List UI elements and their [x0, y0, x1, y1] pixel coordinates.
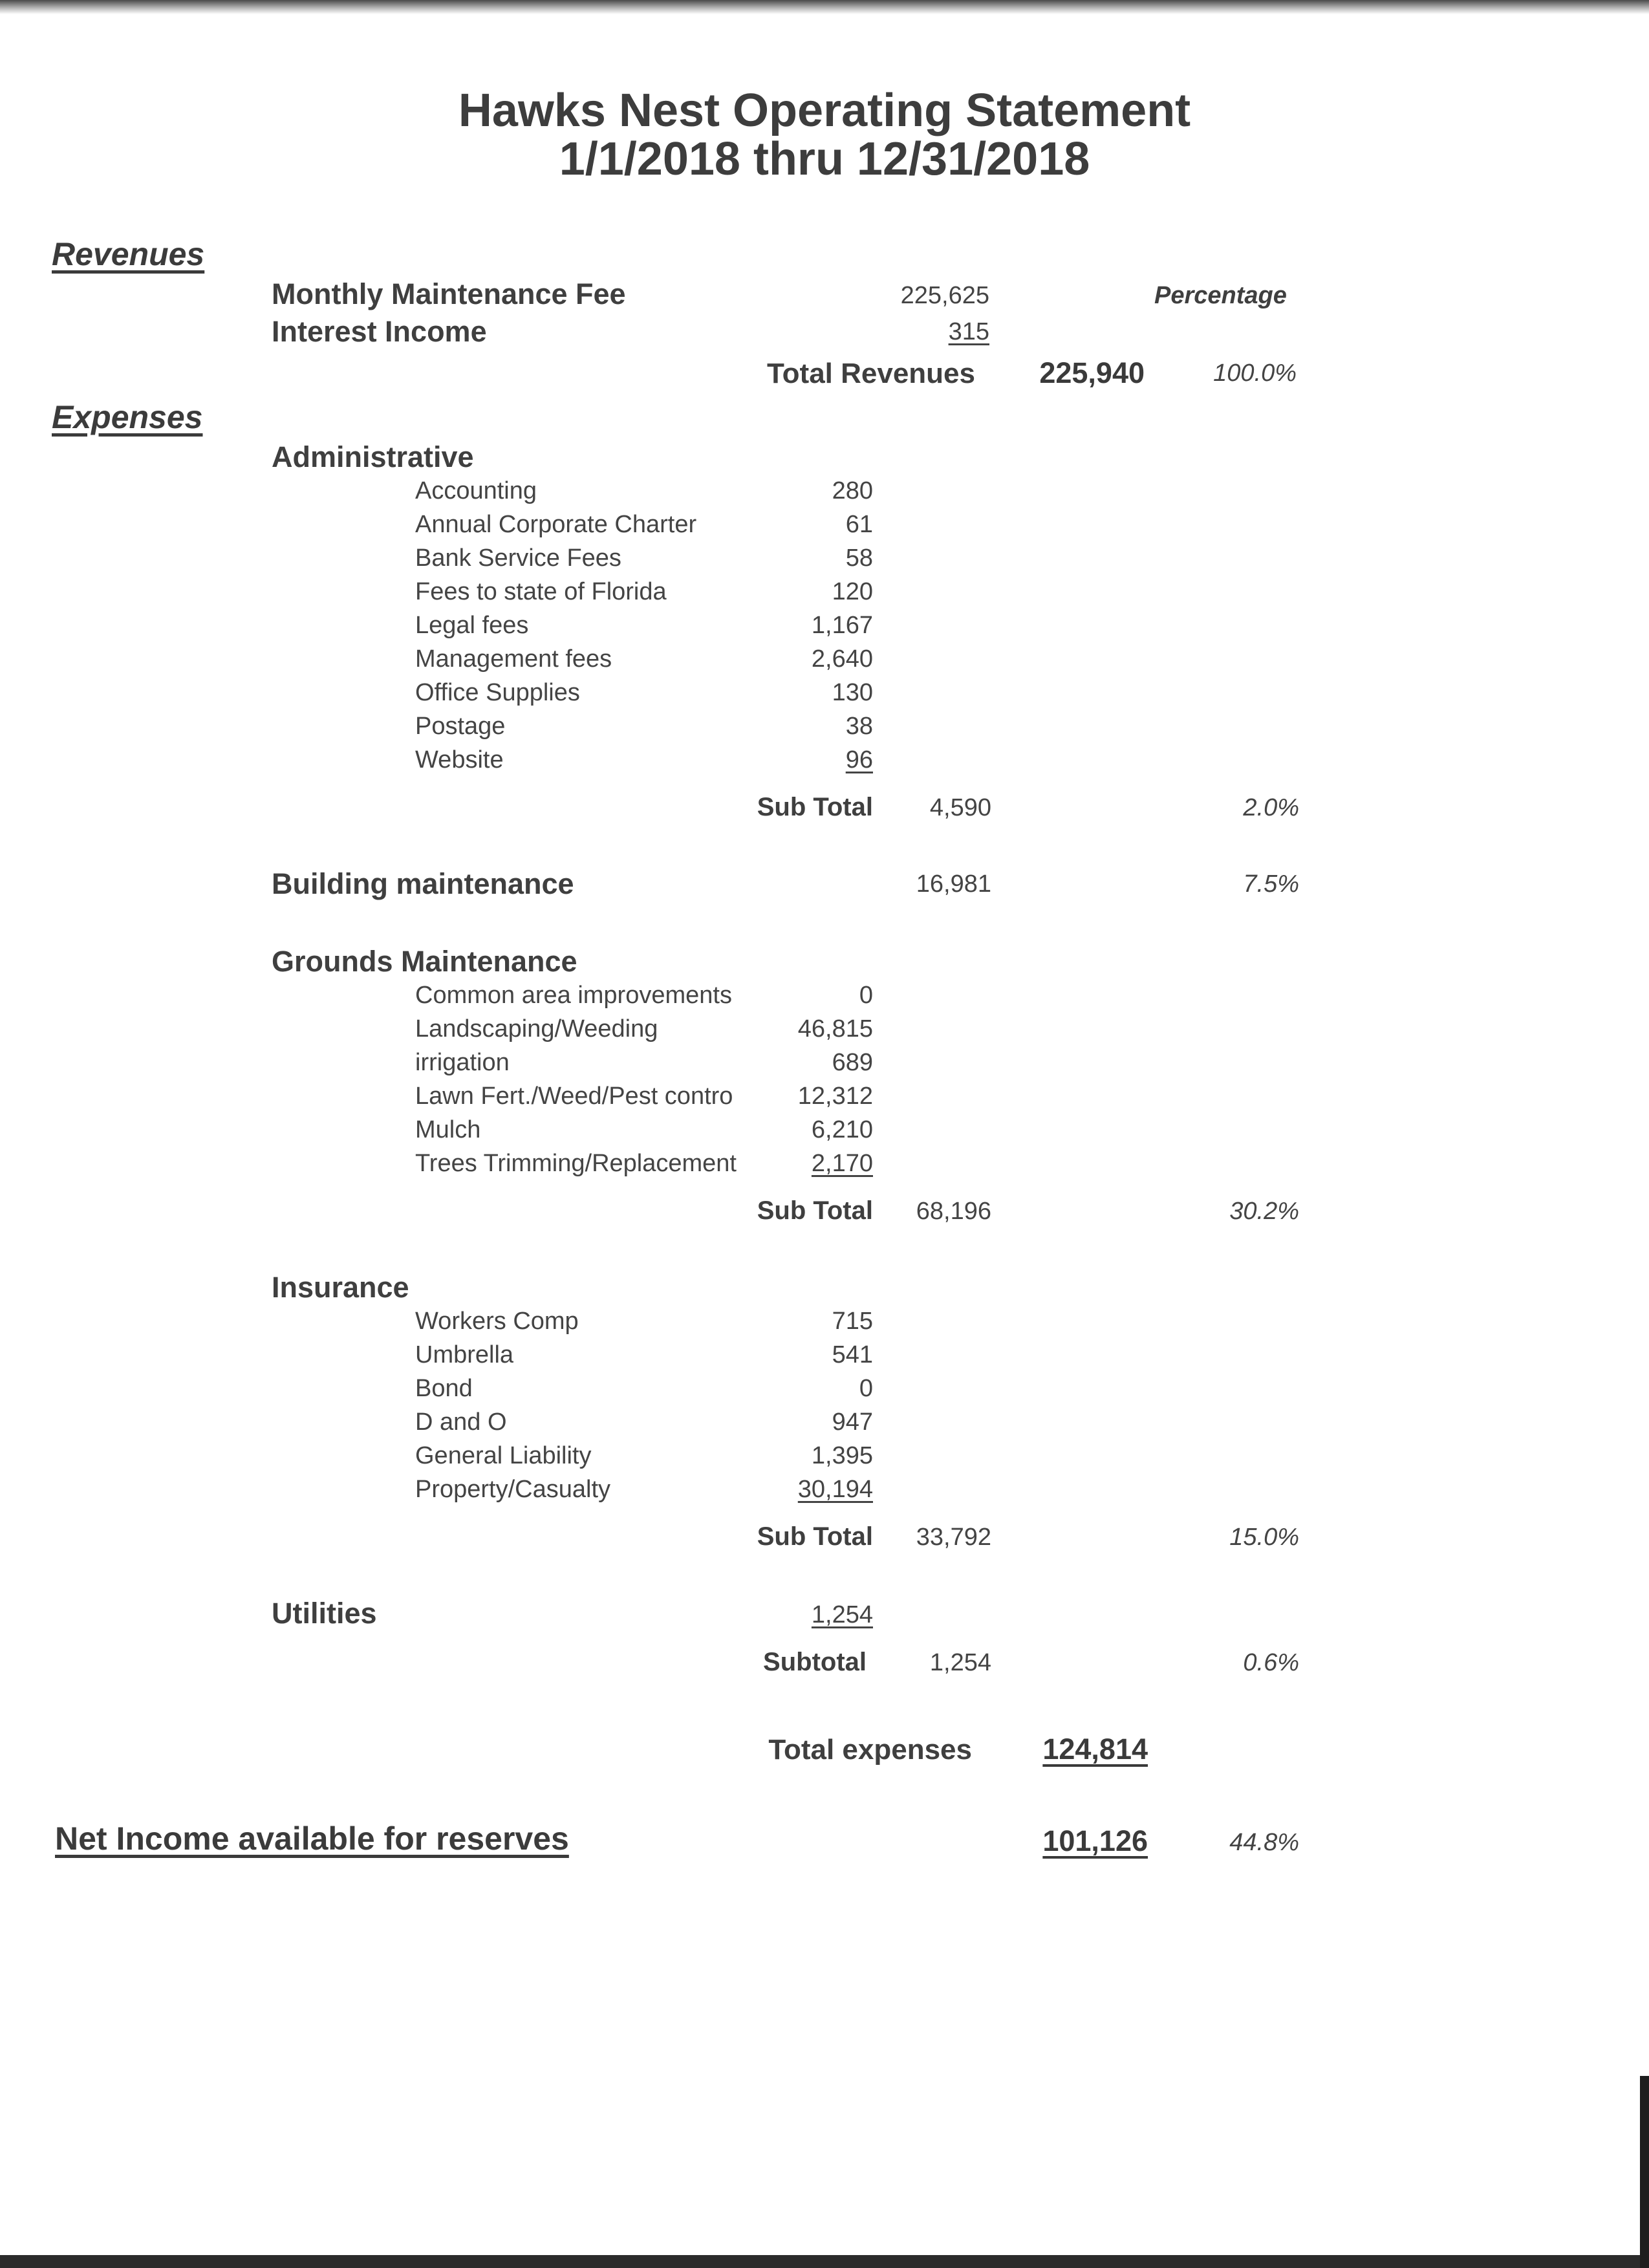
expense-item-value: 947 — [832, 1409, 873, 1436]
net-income-label: Net Income available for reserves — [55, 1820, 569, 1857]
subtotal-value: 1,254 — [929, 1649, 991, 1676]
revenue-item-value: 225,625 — [900, 282, 989, 309]
expense-item-value: 61 — [845, 511, 873, 538]
expense-item-label: Website — [415, 746, 504, 773]
utilities-value: 1,254 — [811, 1601, 873, 1628]
expense-item-value: 46,815 — [797, 1015, 873, 1042]
expense-item-label: Trees Trimming/Replacement — [415, 1150, 737, 1177]
total-revenues-label: Total Revenues — [767, 358, 975, 389]
subtotal-label: Sub Total — [757, 1196, 873, 1225]
expense-item-value: 30,194 — [797, 1476, 873, 1503]
expense-item-value: 58 — [845, 545, 873, 572]
expense-item-label: Postage — [415, 713, 506, 740]
subtotal-value: 68,196 — [916, 1198, 991, 1225]
expense-item-label: Lawn Fert./Weed/Pest contro — [415, 1083, 733, 1110]
statement-title: Hawks Nest Operating Statement — [458, 85, 1191, 136]
expense-item-label: Fees to state of Florida — [415, 578, 667, 605]
expense-item-value: 1,167 — [811, 612, 873, 639]
group-grounds-maintenance: Grounds Maintenance — [272, 945, 577, 978]
building-maintenance-value: 16,981 — [916, 870, 991, 898]
expense-item-value: 2,170 — [811, 1150, 873, 1177]
expense-item-value: 689 — [832, 1049, 873, 1076]
expense-item-value: 38 — [845, 713, 873, 740]
expense-item-value: 12,312 — [797, 1083, 873, 1110]
expense-item-value: 541 — [832, 1341, 873, 1368]
revenue-item-label: Interest Income — [272, 315, 487, 348]
subtotal-label: Sub Total — [757, 1522, 873, 1551]
subtotal-value: 4,590 — [929, 794, 991, 821]
expense-item-label: Landscaping/Weeding — [415, 1015, 658, 1042]
total-revenues-value: 225,940 — [1039, 356, 1145, 389]
expense-item-label: Office Supplies — [415, 679, 580, 706]
statement-period: 1/1/2018 thru 12/31/2018 — [559, 133, 1090, 185]
total-expenses-label: Total expenses — [768, 1734, 972, 1766]
expense-item-label: D and O — [415, 1409, 507, 1436]
expense-item-value: 6,210 — [811, 1116, 873, 1143]
net-income-value: 101,126 — [1042, 1824, 1148, 1857]
subtotal-value: 33,792 — [916, 1524, 991, 1551]
revenue-item-value: 315 — [948, 318, 989, 345]
group-insurance: Insurance — [272, 1271, 409, 1304]
expenses-heading: Expenses — [52, 399, 203, 435]
expense-item-label: Legal fees — [415, 612, 529, 639]
expense-item-label: Management fees — [415, 645, 612, 673]
expense-item-label: Annual Corporate Charter — [415, 511, 697, 538]
total-expenses-value: 124,814 — [1042, 1733, 1148, 1766]
expense-item-value: 1,395 — [811, 1442, 873, 1469]
expense-item-label: Umbrella — [415, 1341, 514, 1368]
subtotal-pct: 0.6% — [1243, 1649, 1299, 1676]
subtotal-pct: 2.0% — [1243, 794, 1299, 821]
net-income-pct: 44.8% — [1229, 1829, 1299, 1856]
expense-item-value: 715 — [832, 1308, 873, 1335]
group-utilities: Utilities — [272, 1597, 377, 1630]
expense-item-label: Common area improvements — [415, 982, 732, 1009]
revenues-heading: Revenues — [52, 236, 205, 272]
expense-item-value: 2,640 — [811, 645, 873, 673]
expense-item-label: Bank Service Fees — [415, 545, 621, 572]
expense-item-value: 96 — [845, 746, 873, 773]
subtotal-pct: 30.2% — [1229, 1198, 1299, 1225]
subtotal-label: Sub Total — [757, 793, 873, 821]
percentage-header: Percentage — [1154, 282, 1287, 309]
group-building-maintenance: Building maintenance — [272, 867, 574, 900]
expense-item-value: 0 — [859, 982, 873, 1009]
expense-item-label: Accounting — [415, 477, 537, 504]
subtotal-label: Subtotal — [763, 1648, 867, 1676]
expense-item-label: irrigation — [415, 1049, 510, 1076]
scan-edge-bottom — [0, 2255, 1649, 2268]
expense-item-value: 0 — [859, 1375, 873, 1402]
expense-item-value: 120 — [832, 578, 873, 605]
expense-item-label: Property/Casualty — [415, 1476, 611, 1503]
expense-item-label: Workers Comp — [415, 1308, 579, 1335]
building-maintenance-pct: 7.5% — [1243, 870, 1299, 898]
expense-item-label: General Liability — [415, 1442, 592, 1469]
total-revenues-pct: 100.0% — [1213, 360, 1297, 387]
group-administrative: Administrative — [272, 440, 474, 473]
scan-edge-top — [0, 0, 1649, 14]
revenue-item-label: Monthly Maintenance Fee — [272, 277, 626, 310]
expense-item-value: 130 — [832, 679, 873, 706]
expense-item-value: 280 — [832, 477, 873, 504]
expense-item-label: Mulch — [415, 1116, 481, 1143]
subtotal-pct: 15.0% — [1229, 1524, 1299, 1551]
expense-item-label: Bond — [415, 1375, 473, 1402]
scan-edge-right — [1640, 2076, 1649, 2268]
